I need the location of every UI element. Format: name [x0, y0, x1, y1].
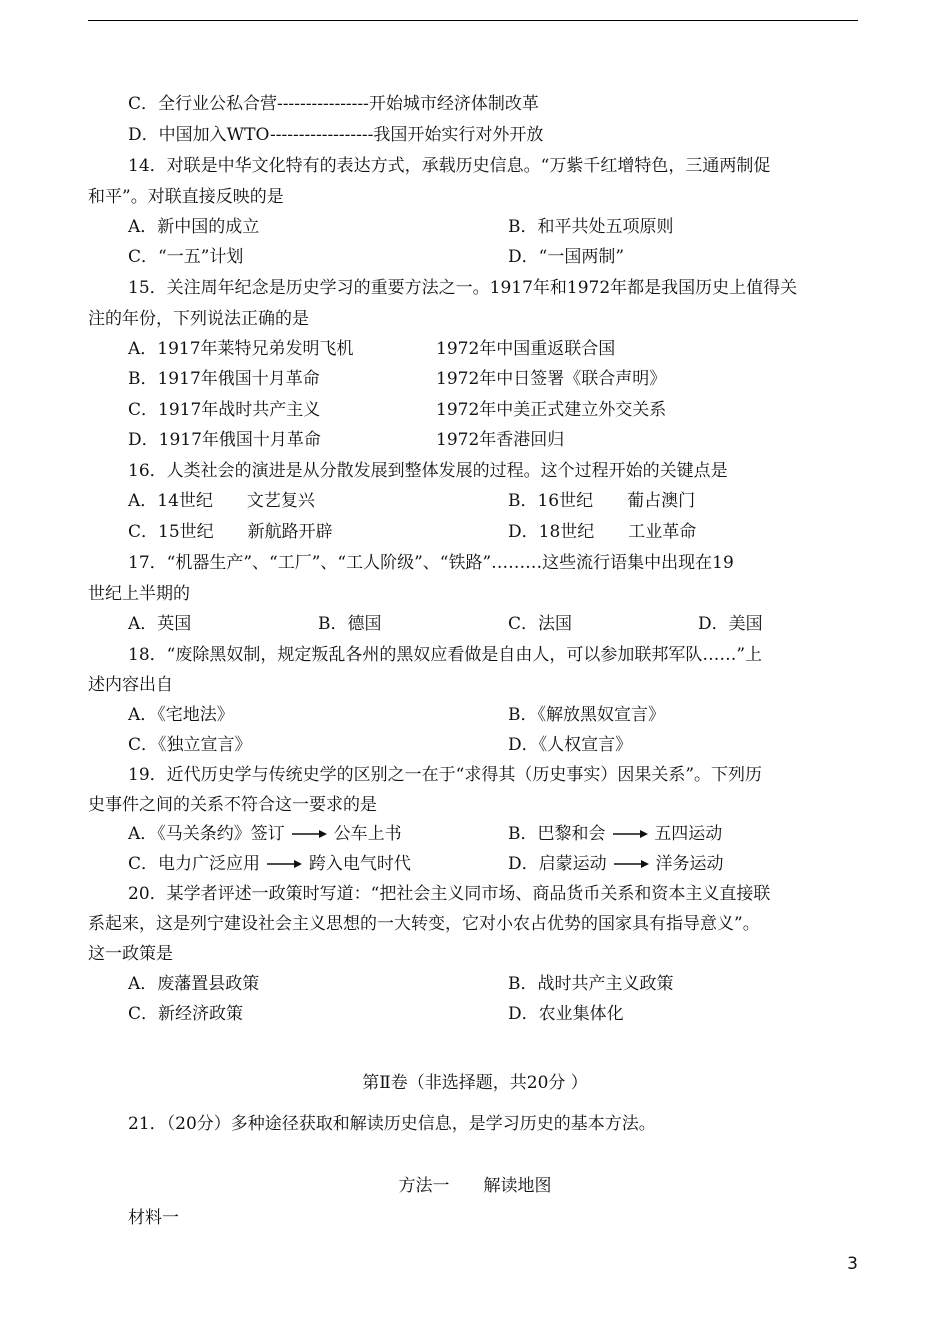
- q14-stem-line1: 14．对联是中华文化特有的表达方式，承载历史信息。“万紫千红增特色，三通两制促: [128, 156, 771, 176]
- q20-stem-line3: 这一政策是: [88, 944, 173, 964]
- q20-stem-line1: 20．某学者评述一政策时写道：“把社会主义同市场、商品货币关系和资本主义直接联: [128, 884, 771, 904]
- q15-option-b-left: B．1917年俄国十月革命: [128, 369, 320, 389]
- q19-stem-line1: 19．近代历史学与传统史学的区别之一在于“求得其（历史事实）因果关系”。下列历: [128, 765, 763, 785]
- q20-stem-line2: 系起来，这是列宁建设社会主义思想的一大转变，它对小农占优势的国家具有指导意义”。: [88, 914, 760, 934]
- q18-option-d: D．《人权宣言》: [508, 735, 633, 755]
- arrow-right-icon: [611, 829, 649, 839]
- q20-option-a: A．废藩置县政策: [128, 974, 260, 994]
- q17-option-b: B．德国: [318, 614, 382, 634]
- q15-option-d-right: 1972年香港回归: [436, 430, 565, 450]
- q19-option-b-effect: 五四运动: [654, 824, 723, 844]
- arrow-right-icon: [290, 829, 328, 839]
- method-heading: 方法一 解读地图: [398, 1176, 552, 1196]
- q14-option-c: C．“一五”计划: [128, 247, 244, 267]
- q14-option-d: D．“一国两制”: [508, 247, 625, 267]
- q16-stem: 16．人类社会的演进是从分散发展到整体发展的过程。这个过程开始的关键点是: [128, 461, 728, 481]
- part2-title: 第Ⅱ卷（非选择题，共20分 ）: [362, 1073, 588, 1093]
- q17-stem-line1: 17．“机器生产”、“工厂”、“工人阶级”、“铁路”………这些流行语集中出现在19: [128, 553, 734, 573]
- q14-stem-line2: 和平”。对联直接反映的是: [88, 187, 284, 207]
- q19-option-a: [128, 823, 402, 845]
- q20-option-c: C．新经济政策: [128, 1004, 244, 1024]
- q15-stem-line2: 注的年份，下列说法正确的是: [88, 309, 309, 329]
- q19-option-c-effect: 跨入电气时代: [308, 854, 411, 874]
- q19-option-c: [128, 853, 411, 875]
- q20-option-d: D．农业集体化: [508, 1004, 624, 1024]
- q17-stem-line2: 世纪上半期的: [88, 584, 190, 604]
- q18-option-a: A．《宅地法》: [128, 705, 234, 725]
- q17-option-a: A．英国: [128, 614, 192, 634]
- q19-option-a-effect: 公车上书: [333, 824, 402, 844]
- q13-option-d: D．中国加入WTO------------------我国开始实行对外开放: [128, 125, 544, 145]
- q16-option-a: A．14世纪 文艺复兴: [128, 491, 315, 511]
- q14-option-b: B．和平共处五项原则: [508, 217, 674, 237]
- q19-option-b: [508, 823, 722, 845]
- q18-stem-line1: 18．“废除黑奴制，规定叛乱各州的黑奴应看做是自由人，可以参加联邦军队……”上: [128, 645, 763, 665]
- arrow-right-icon: [265, 859, 303, 869]
- q19-option-c-cause: C．电力广泛应用: [128, 854, 261, 874]
- q19-option-d-cause: D．启蒙运动: [508, 854, 607, 874]
- q15-option-c-right: 1972年中美正式建立外交关系: [436, 400, 667, 420]
- q15-option-b-right: 1972年中日签署《联合声明》: [436, 369, 667, 389]
- q16-option-d: D．18世纪 工业革命: [508, 522, 697, 542]
- q19-stem-line2: 史事件之间的关系不符合这一要求的是: [88, 795, 377, 815]
- q16-option-c: C．15世纪 新航路开辟: [128, 522, 333, 542]
- q21-stem: 21．（20分）多种途径获取和解读历史信息，是学习历史的基本方法。: [128, 1114, 656, 1134]
- arrow-right-icon: [612, 859, 650, 869]
- q18-option-c: C．《独立宣言》: [128, 735, 252, 755]
- q16-option-b: B．16世纪 葡占澳门: [508, 491, 696, 511]
- q15-option-a-right: 1972年中国重返联合国: [436, 339, 616, 359]
- page-number: 3: [847, 1254, 858, 1274]
- q13-option-c: C．全行业公私合营----------------开始城市经济体制改革: [128, 94, 539, 114]
- q19-option-b-cause: B．巴黎和会: [508, 824, 606, 844]
- q19-option-a-cause: A．《马关条约》签订: [128, 824, 285, 844]
- material-label: 材料一: [128, 1208, 179, 1228]
- q15-stem-line1: 15．关注周年纪念是历史学习的重要方法之一。1917年和1972年都是我国历史上值得关: [128, 278, 798, 298]
- q18-stem-line2: 述内容出自: [88, 675, 173, 695]
- q15-option-a-left: A．1917年莱特兄弟发明飞机: [128, 339, 354, 359]
- q20-option-b: B．战时共产主义政策: [508, 974, 674, 994]
- q14-option-a: A．新中国的成立: [128, 217, 260, 237]
- q18-option-b: B．《解放黑奴宣言》: [508, 705, 665, 725]
- q19-option-d: [508, 853, 723, 875]
- q17-option-d: D．美国: [698, 614, 763, 634]
- q15-option-c-left: C．1917年战时共产主义: [128, 400, 321, 420]
- q17-option-c: C．法国: [508, 614, 573, 634]
- header-rule: [88, 20, 858, 21]
- q15-option-d-left: D．1917年俄国十月革命: [128, 430, 321, 450]
- q19-option-d-effect: 洋务运动: [655, 854, 724, 874]
